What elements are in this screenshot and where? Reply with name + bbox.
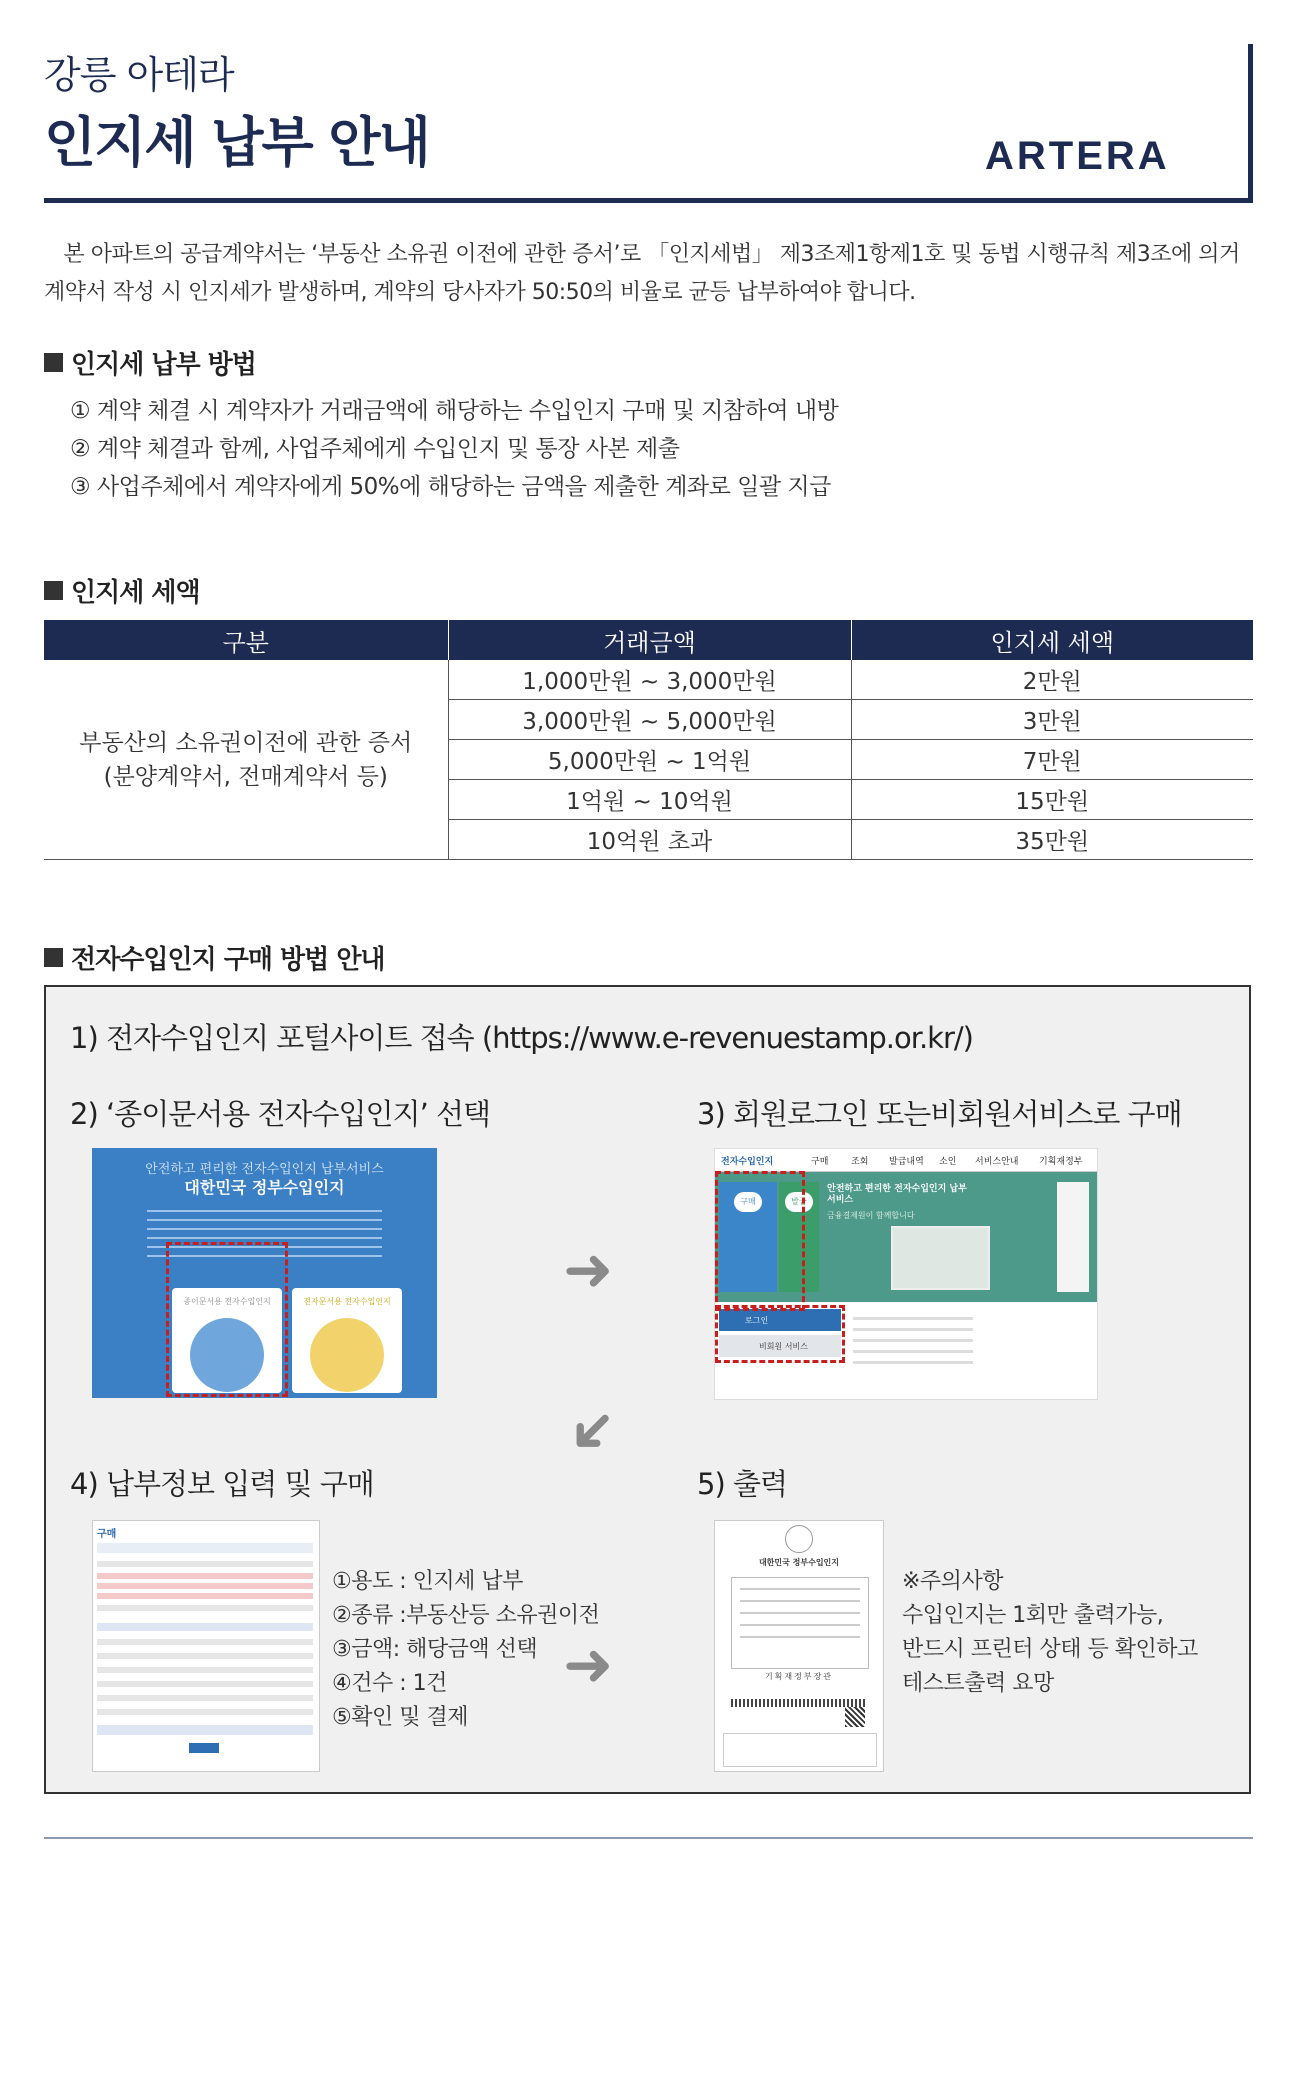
portal-title: 대한민국 정부수입인지 bbox=[184, 1178, 345, 1197]
category-line: (분양계약서, 전매계약서 등) bbox=[103, 763, 388, 790]
tax-amount-heading bbox=[44, 572, 200, 609]
tax-cell: 2만원 bbox=[851, 660, 1253, 700]
tax-cell: 35만원 bbox=[851, 820, 1253, 860]
purchase-detail: ③금액: 해당금액 선택 bbox=[332, 1637, 538, 1662]
hero-subtext: 금융결제원이 함께합니다 bbox=[827, 1211, 915, 1220]
e-doc-stamp-icon bbox=[310, 1318, 384, 1392]
amount-cell: 1,000만원 ~ 3,000만원 bbox=[448, 660, 851, 700]
purchase-form-screenshot bbox=[92, 1520, 320, 1772]
payment-method-heading bbox=[44, 344, 256, 381]
guide-step-3: 3) 회원로그인 또는비회원서비스로 구매 bbox=[697, 1097, 1182, 1131]
nav-ministry: 기획재정부 bbox=[1039, 1157, 1083, 1167]
payment-step: ③ 사업주체에서 계약자에게 50%에 해당하는 금액을 제출한 계좌로 일괄 지급 bbox=[70, 474, 831, 500]
guide-step-2: 2) ‘종이문서용 전자수입인지’ 선택 bbox=[70, 1097, 491, 1131]
category-line: 부동산의 소유권이전에 관한 증서 bbox=[79, 729, 413, 756]
purchase-detail: ①용도 : 인지세 납부 bbox=[332, 1569, 523, 1594]
notice-list bbox=[853, 1309, 973, 1389]
printed-stamp-screenshot bbox=[714, 1520, 884, 1772]
brand-subtitle: 강릉 아테라 bbox=[44, 53, 234, 97]
payment-method-heading-text: 인지세 납부 방법 bbox=[71, 350, 256, 380]
payment-step: ① 계약 체결 시 계약자가 거래금액에 해당하는 수입인지 구매 및 지참하여 내방 bbox=[70, 398, 839, 424]
tax-cell: 15만원 bbox=[851, 780, 1253, 820]
tax-cell: 3만원 bbox=[851, 700, 1253, 740]
portal-tagline: 안전하고 편리한 전자수입인지 납부서비스 bbox=[145, 1162, 384, 1177]
column-header: 인지세 세액 bbox=[851, 620, 1253, 660]
buy-badge: 구매 bbox=[734, 1192, 762, 1212]
amount-cell: 3,000만원 ~ 5,000만원 bbox=[448, 700, 851, 740]
page-title: 인지세 납부 안내 bbox=[44, 111, 429, 174]
e-doc-stamp-label: 전자문서용 전자수입인지 bbox=[303, 1297, 391, 1306]
tax-cell: 7만원 bbox=[851, 740, 1253, 780]
caution-line: 수입인지는 1회만 출력가능, bbox=[902, 1603, 1164, 1628]
tax-table bbox=[44, 620, 1253, 860]
barcode-icon bbox=[731, 1699, 867, 1707]
buy-highlight bbox=[715, 1171, 805, 1311]
tax-table-header bbox=[44, 620, 1253, 660]
guide-heading-text: 전자수입인지 구매 방법 안내 bbox=[71, 945, 385, 975]
e-doc-stamp-card bbox=[292, 1288, 402, 1393]
arrow-down-left-icon: ➜ bbox=[550, 1389, 636, 1475]
issue-badge: 발급 bbox=[785, 1192, 813, 1212]
category-cell bbox=[44, 660, 448, 860]
qr-code-icon bbox=[845, 1707, 865, 1727]
caution-title: ※주의사항 bbox=[902, 1569, 1003, 1594]
purchase-detail: ②종류 :부동산등 소유권이전 bbox=[332, 1603, 600, 1628]
arrow-right-icon: ➜ bbox=[563, 1630, 614, 1700]
purchase-details bbox=[332, 1565, 599, 1735]
table-row bbox=[44, 660, 1253, 700]
guest-label: 비회원 서비스 bbox=[759, 1342, 808, 1351]
progress-steps bbox=[97, 1543, 313, 1553]
nav-item: 발급내역 bbox=[889, 1157, 924, 1167]
footer-divider bbox=[44, 1837, 1253, 1839]
guide-step-5: 5) 출력 bbox=[697, 1467, 788, 1501]
paper-stamp-label: 종이문서용 전자수입인지 bbox=[183, 1297, 271, 1306]
login-highlight bbox=[715, 1305, 845, 1363]
stamp-details bbox=[731, 1577, 869, 1669]
purchase-form-title: 구매 bbox=[97, 1529, 117, 1540]
bullet-square-icon bbox=[44, 353, 63, 372]
payment-step: ② 계약 체결과 함께, 사업주체에게 수입인지 및 통장 사본 제출 bbox=[70, 436, 680, 462]
hero-monitor bbox=[891, 1226, 990, 1290]
amount-cell: 1억원 ~ 10억원 bbox=[448, 780, 851, 820]
amount-cell: 10억원 초과 bbox=[448, 820, 851, 860]
nav-item: 구매 bbox=[811, 1157, 829, 1167]
caution-note bbox=[902, 1565, 1198, 1701]
caution-line: 반드시 프린터 상태 등 확인하고 bbox=[902, 1637, 1198, 1662]
stamp-title: 대한민국 정부수입인지 bbox=[758, 1558, 840, 1567]
guide-heading bbox=[44, 939, 385, 976]
guide-step-4: 4) 납부정보 입력 및 구매 bbox=[70, 1467, 374, 1501]
purchase-detail: ⑤확인 및 결제 bbox=[332, 1705, 468, 1730]
submit-button bbox=[189, 1743, 219, 1753]
column-header: 구분 bbox=[44, 620, 448, 660]
artera-logo: ARTERA bbox=[985, 134, 1170, 178]
tax-amount-heading-text: 인지세 세액 bbox=[71, 578, 200, 608]
header-divider-vertical bbox=[1248, 44, 1253, 202]
guide-step-1: 1) 전자수입인지 포털사이트 접속 (https://www.e-revenuestamp.or.kr/) bbox=[70, 1021, 973, 1055]
login-screenshot bbox=[714, 1148, 1098, 1400]
nav-item: 조회 bbox=[851, 1157, 869, 1167]
purchase-detail: ④건수 : 1건 bbox=[332, 1671, 447, 1696]
selection-highlight bbox=[166, 1242, 288, 1397]
payment-steps bbox=[70, 392, 838, 506]
amount-cell: 5,000만원 ~ 1억원 bbox=[448, 740, 851, 780]
form-header bbox=[97, 1623, 313, 1631]
header-divider-horizontal bbox=[44, 198, 1253, 203]
caution-line: 테스트출력 요망 bbox=[902, 1671, 1054, 1696]
intro-paragraph bbox=[44, 236, 1249, 312]
arrow-right-icon: ➜ bbox=[563, 1235, 614, 1305]
portal-screenshot bbox=[92, 1148, 437, 1398]
column-header: 거래금액 bbox=[448, 620, 851, 660]
bullet-square-icon bbox=[44, 581, 63, 600]
hero-text: 안전하고 편리한 전자수입인지 납부서비스 bbox=[827, 1184, 967, 1205]
stamp-footer bbox=[723, 1733, 877, 1767]
side-menu bbox=[1057, 1182, 1089, 1292]
bullet-square-icon bbox=[44, 948, 63, 967]
portal-nav bbox=[715, 1149, 1097, 1172]
login-label: 로그인 bbox=[745, 1316, 769, 1325]
nav-item: 소인 bbox=[939, 1157, 957, 1167]
nav-logo: 전자수입인지 bbox=[721, 1157, 774, 1167]
nav-item: 서비스안내 bbox=[975, 1157, 1019, 1167]
stamp-issuer: 기획재정부장관 bbox=[764, 1672, 834, 1681]
government-seal-icon bbox=[785, 1525, 813, 1553]
form-total bbox=[97, 1725, 313, 1735]
intro-text: 본 아파트의 공급계약서는 ‘부동산 소유권 이전에 관한 증서’로 「인지세법」 제3조제1항제1호 및 동법 시행규칙 제3조에 의거 계약서 작성 시 인지세가 발생하며, 계약의 당사자가 50:50의 비율로 균등 납부하여야 합니다. bbox=[44, 242, 1240, 305]
